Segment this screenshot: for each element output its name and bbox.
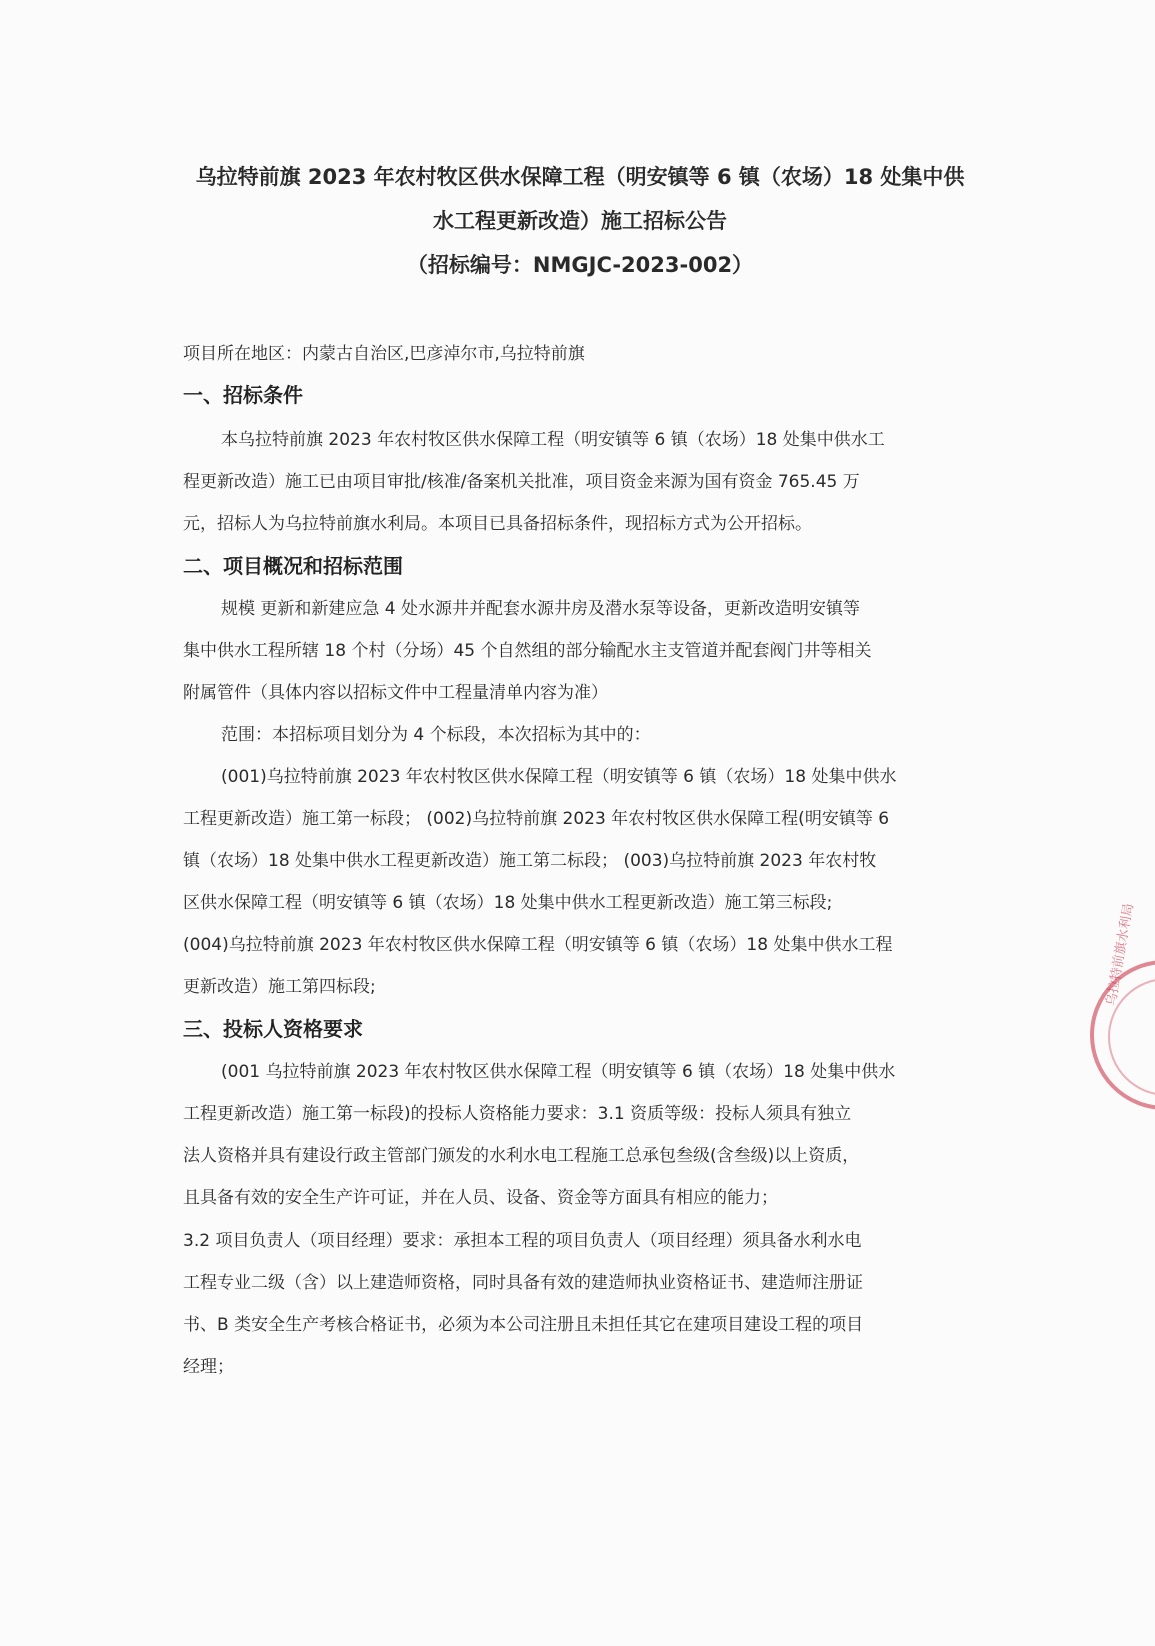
section-2-lots-line: (004)乌拉特前旗 2023 年农村牧区供水保障工程（明安镇等 6 镇（农场）18 处集中供水工程	[183, 935, 893, 955]
section-3-para2-line: 经理；	[183, 1357, 234, 1377]
document-title-line-1: 乌拉特前旗 2023 年农村牧区供水保障工程（明安镇等 6 镇（农场）18 处集中供	[195, 165, 965, 189]
section-3-para1-line: 工程更新改造）施工第一标段)的投标人资格能力要求：3.1 资质等级：投标人须具有独立	[183, 1104, 852, 1124]
section-1-line: 本乌拉特前旗 2023 年农村牧区供水保障工程（明安镇等 6 镇（农场）18 处集中供水工	[221, 430, 885, 450]
tender-number: （招标编号：NMGJC-2023-002）	[406, 253, 754, 277]
section-2-scale-line: 集中供水工程所辖 18 个村（分场）45 个自然组的部分输配水主支管道并配套阀门井等相关	[183, 641, 872, 661]
section-1-line: 程更新改造）施工已由项目审批/核准/备案机关批准，项目资金来源为国有资金 765.45 万	[183, 472, 860, 492]
section-2-lots-line: 区供水保障工程（明安镇等 6 镇（农场）18 处集中供水工程更新改造）施工第三标段;	[183, 893, 833, 913]
section-1-line: 元，招标人为乌拉特前旗水利局。本项目已具备招标条件，现招标方式为公开招标。	[183, 514, 812, 534]
section-3-heading: 三、投标人资格要求	[183, 1017, 363, 1041]
project-location: 项目所在地区：内蒙古自治区,巴彦淖尔市,乌拉特前旗	[183, 344, 585, 364]
official-seal-stamp	[1090, 902, 1155, 1110]
section-2-scope-line: 范围：本招标项目划分为 4 个标段，本次招标为其中的：	[221, 725, 651, 745]
seal-text: 乌拉特前旗水利局	[1103, 902, 1137, 1008]
section-2-lots-line: 镇（农场）18 处集中供水工程更新改造）施工第二标段； (003)乌拉特前旗 2023 年农村牧	[183, 851, 877, 871]
section-2-scale-line: 附属管件（具体内容以招标文件中工程量清单内容为准）	[183, 683, 608, 703]
section-3-para1-line: 法人资格并具有建设行政主管部门颁发的水利水电工程施工总承包叁级(含叁级)以上资质，	[183, 1146, 860, 1166]
section-1-heading: 一、招标条件	[183, 383, 303, 407]
document-title-line-2: 水工程更新改造）施工招标公告	[433, 209, 727, 233]
section-2-lots-line: 更新改造）施工第四标段;	[183, 977, 376, 997]
section-3-para2-line: 工程专业二级（含）以上建造师资格，同时具备有效的建造师执业资格证书、建造师注册证	[183, 1273, 863, 1293]
section-3-para2-line: 3.2 项目负责人（项目经理）要求：承担本工程的项目负责人（项目经理）须具备水利水电	[183, 1231, 862, 1251]
section-2-scale-line: 规模 更新和新建应急 4 处水源井并配套水源井房及潜水泵等设备，更新改造明安镇等	[221, 599, 861, 619]
section-3-para2-line: 书、B 类安全生产考核合格证书，必须为本公司注册且未担任其它在建项目建设工程的项目	[183, 1315, 864, 1335]
section-2-heading: 二、项目概况和招标范围	[183, 554, 403, 578]
section-3-para1-line: (001 乌拉特前旗 2023 年农村牧区供水保障工程（明安镇等 6 镇（农场）18 处集中供水	[221, 1062, 896, 1082]
section-2-lots-line: 工程更新改造）施工第一标段； (002)乌拉特前旗 2023 年农村牧区供水保障工程(明安镇等 6	[183, 809, 890, 829]
section-3-para1-line: 且具备有效的安全生产许可证，并在人员、设备、资金等方面具有相应的能力；	[183, 1188, 778, 1208]
section-2-lots-line: (001)乌拉特前旗 2023 年农村牧区供水保障工程（明安镇等 6 镇（农场）18 处集中供水	[221, 767, 897, 787]
